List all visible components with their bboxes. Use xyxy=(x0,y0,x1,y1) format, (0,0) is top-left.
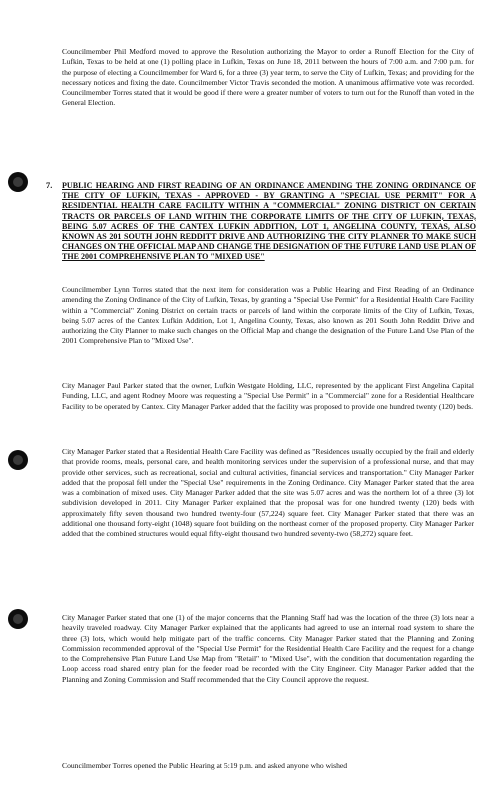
punch-hole-icon xyxy=(8,450,28,470)
paragraph-public-hearing: Councilmember Torres opened the Public Hearing at 5:19 p.m. and asked anyone who wished xyxy=(62,761,348,770)
punch-hole-icon xyxy=(8,172,28,192)
paragraph-planning-concerns: City Manager Parker stated that one (1) of the major concerns that the Planning Staff had was the location of the three (3) lots near a heavily traveled roadway. City Manager Parker explained that the applicants had agreed to use an internal road system to share the three (3) lots, which would help mitigate part of the traffic concerns. City Manager Parker stated that the Planning and Zoning Commission recommended approval of the "Special Use Permit" for the Residential Health Care Facility and the request for a change to the Comprehensive Plan Future Land Use Map from "Retail" to "Mixed Use", with the condition that documentation regarding the Loop access road shared entry plan for the feeder road be recorded with the City Engineer. City Manager Parker added that the Planning and Zoning Commission and Staff recommended that the City Council approve the request. xyxy=(62,613,474,684)
paragraph-torres-intro: Councilmember Lynn Torres stated that the next item for consideration was a Public Hearing and First Reading of an Ordinance amending the Zoning Ordinance of the City of Lufkin, Texas, by granting a "Special Use Permit" for a Residential Health Care Facility within a "Commercial" Zoning District on certain tracts or parcels of land within the corporate limits of the City of Lufkin, Texas, being 5.07 acres of the Cantex Lufkin Addition, Lot 1, Angelina County, Texas, also known as 201 South John Redditt Drive and authorizing the City Planner to make such changes on the Official Map and change the designation of the Future Land Use Plan of the 2001 Comprehensive Plan to "Mixed Use". xyxy=(62,285,474,346)
agenda-item-number: 7. xyxy=(46,181,53,190)
paragraph-facility-definition: City Manager Parker stated that a Residential Health Care Facility was defined as "Residences usually occupied by the frail and elderly that provide rooms, meals, personal care, and health monitoring services under the supervision of a professional nurse, and that may provide other services, such as recreational, social and cultural activities, financial services and transportation." City Manager Parker added that the proposal fell under the "Special Use" requirements in the Zoning Ordinance. City Manager Parker stated that the area was a combination of mixed uses. City Manager Parker added that the site was 5.07 acres and was the northern lot of a three (3) lot subdivision developed in 2011. City Manager Parker explained that the proposal was for one hundred twenty (120) beds with approximately fifty seven thousand two hundred twenty-four (57,224) square feet. City Manager Parker stated that there was an additional one thousand forty-eight (1048) square foot building on the northeast corner of the proposed property. City Manager Parker added that the combined structures would equal fifty-eight thousand two hundred seventy-two (58,272) square feet. xyxy=(62,447,474,539)
paragraph-parker-owner: City Manager Paul Parker stated that the owner, Lufkin Westgate Holding, LLC, represented by the applicant First Angelina Capital Funding, LLC, and agent Rodney Moore was requesting a "Special Use Permit" in a "Commercial" zone for a Residential Healthcare Facility to be operated by Cantex. City Manager Parker added that the facility was proposed to provide one hundred twenty (120) beds. xyxy=(62,381,474,411)
punch-hole-icon xyxy=(8,609,28,629)
paragraph-runoff-election: Councilmember Phil Medford moved to approve the Resolution authorizing the Mayor to order a Runoff Election for the City of Lufkin, Texas to be held at one (1) polling place in Lufkin, Texas on June 18, 2011 between the hours of 7:00 a.m. and 7:00 p.m. for the purpose of electing a Councilmember for Ward 6, for a three (3) year term, to serve the City of Lufkin, Texas; and providing for the necessary notices and fixing the date. Councilmember Victor Travis seconded the motion. A unanimous affirmative vote was recorded. Councilmember Torres stated that it would be good if there were a greater number of voters to turn out for the Runoff than voted in the General Election. xyxy=(62,47,474,108)
agenda-item-title: PUBLIC HEARING AND FIRST READING OF AN ORDINANCE AMENDING THE ZONING ORDINANCE OF THE CITY OF LUFKIN, TEXAS - APPROVED - BY GRANTING A "SPECIAL USE PERMIT" FOR A RESIDENTIAL HEALTH CARE FACILITY WITHIN A "COMMERCIAL" ZONING DISTRICT ON CERTAIN TRACTS OR PARCELS OF LAND WITHIN THE CORPORATE LIMITS OF THE CITY OF LUFKIN, TEXAS, BEING 5.07 ACRES OF THE CANTEX LUFKIN ADDITION, LOT 1, ANGELINA COUNTY, TEXAS, ALSO KNOWN AS 201 SOUTH JOHN REDDITT DRIVE AND AUTHORIZING THE CITY PLANNER TO MAKE SUCH CHANGES ON THE OFFICIAL MAP AND CHANGE THE DESIGNATION OF THE FUTURE LAND USE PLAN OF THE 2001 COMPREHENSIVE PLAN TO "MIXED USE" xyxy=(62,181,476,262)
